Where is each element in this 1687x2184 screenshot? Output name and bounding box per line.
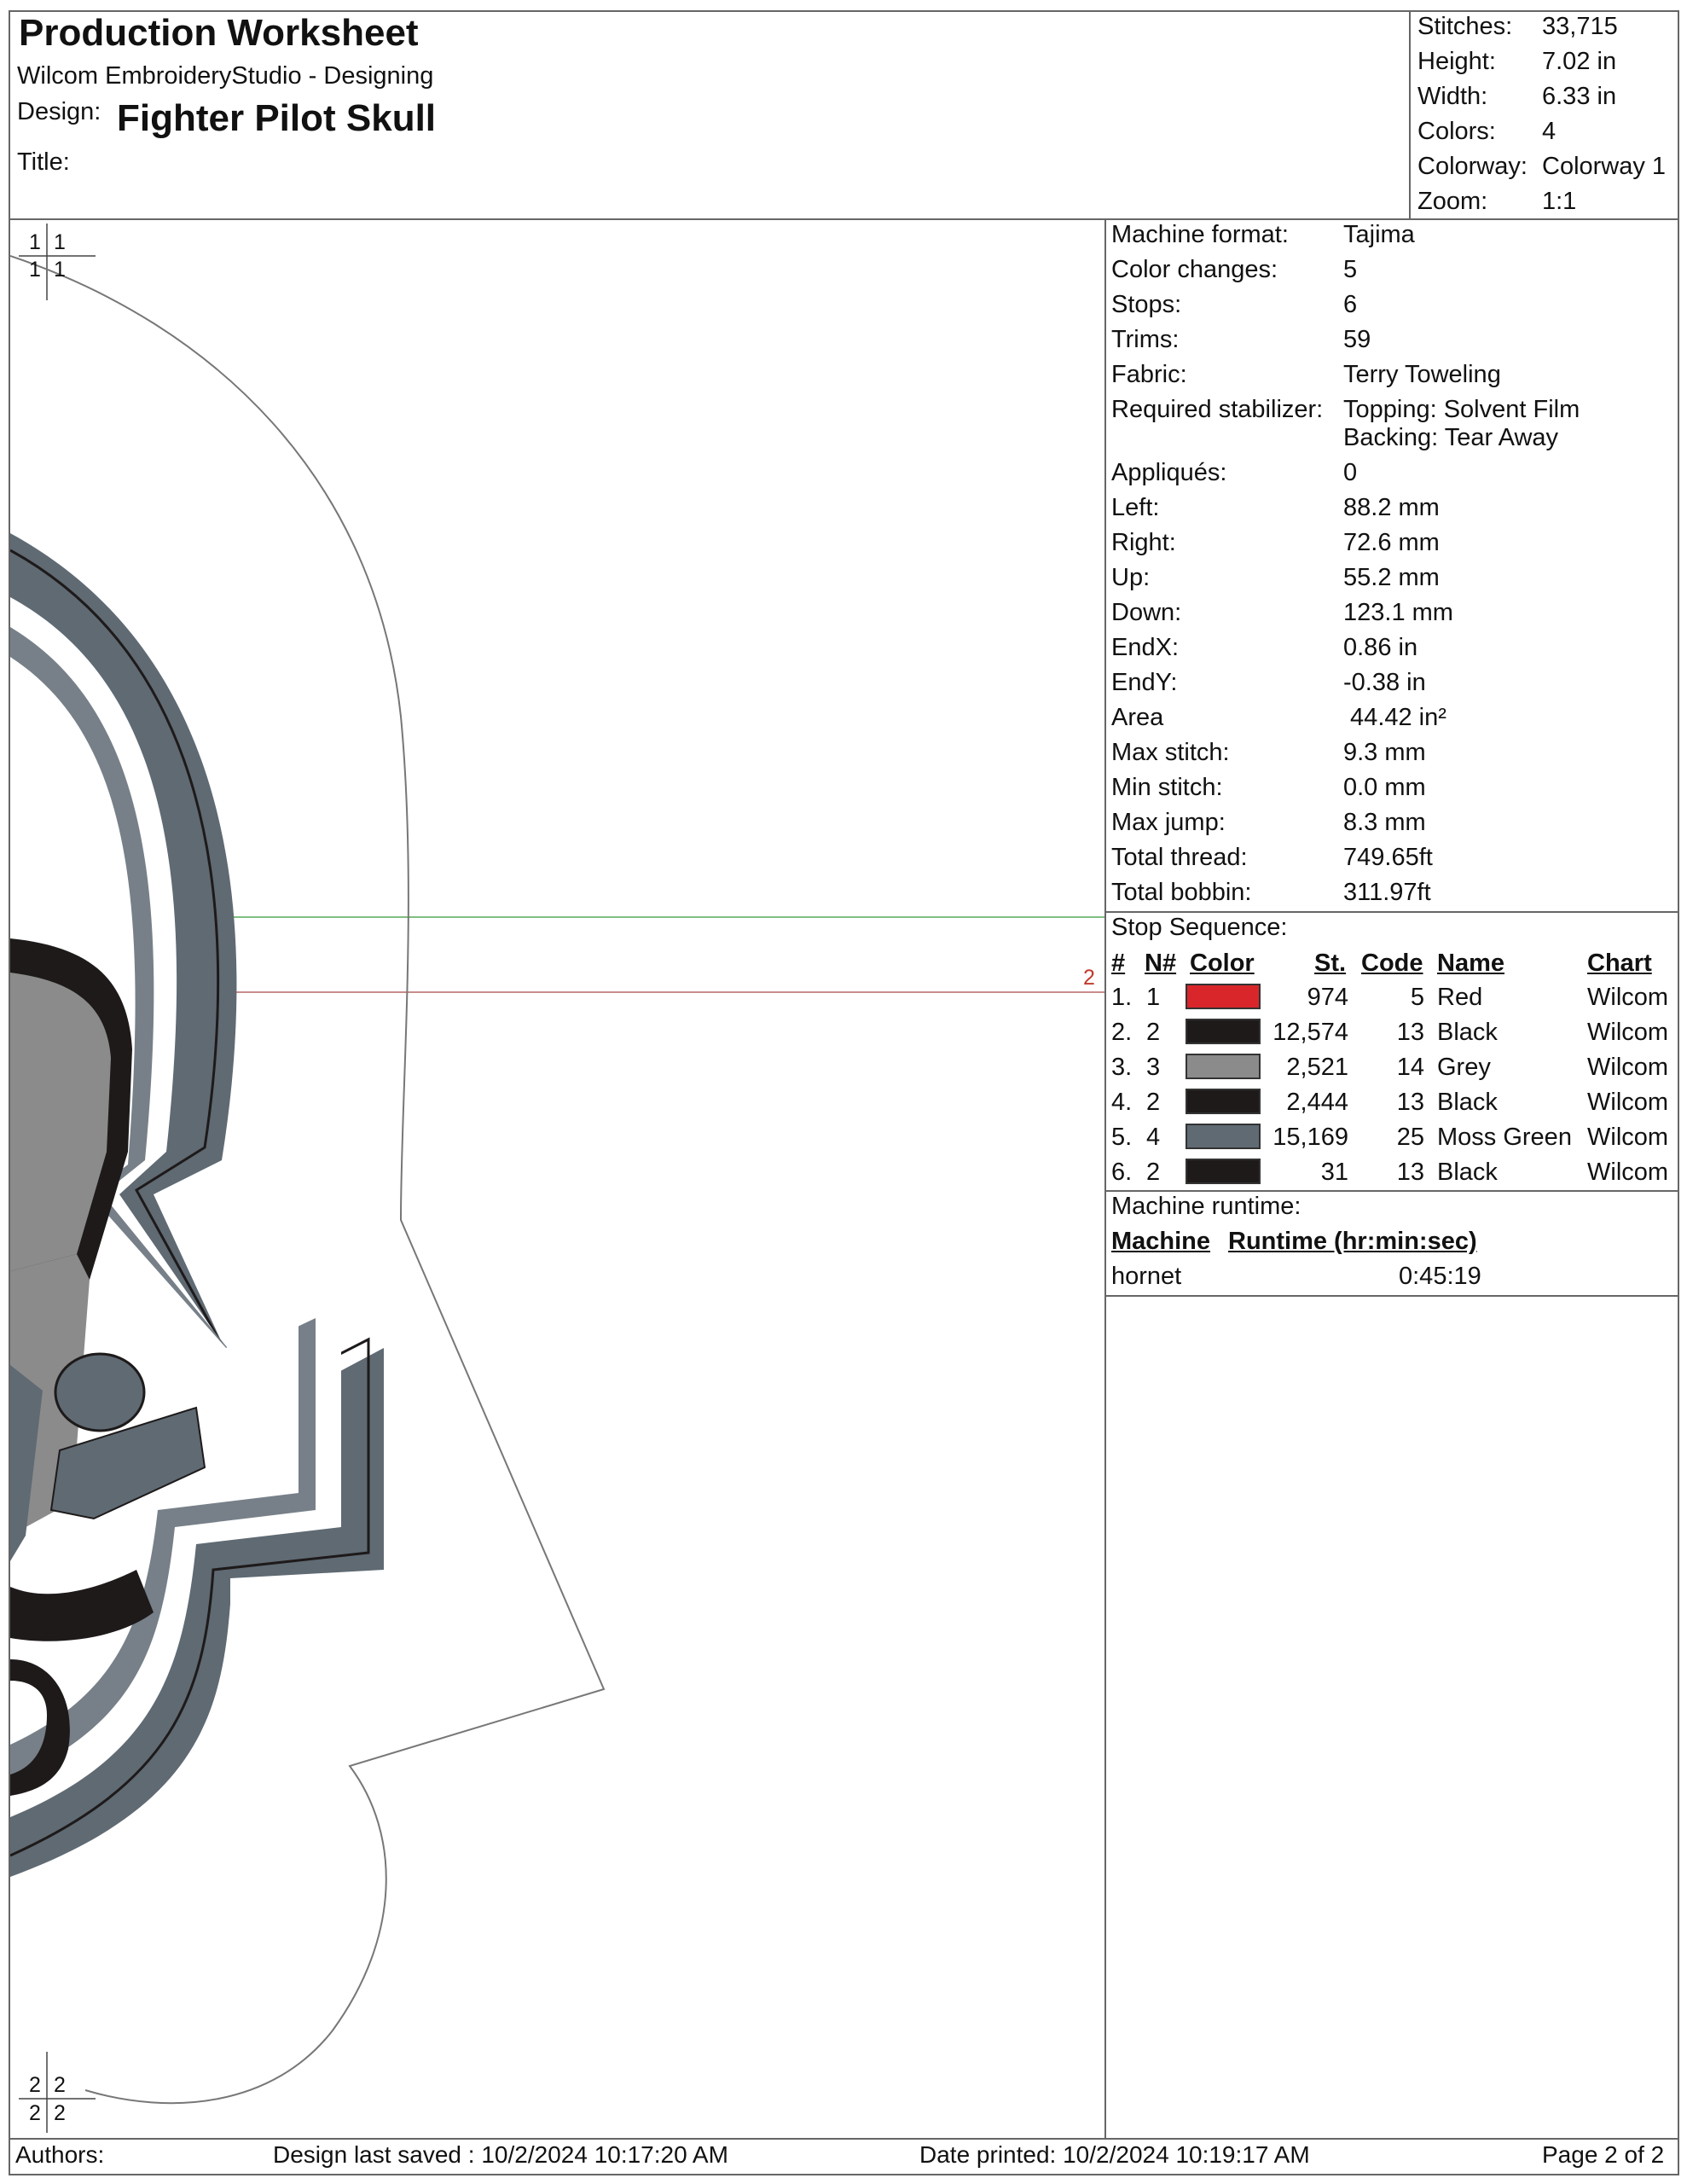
col-header-num: # — [1111, 950, 1126, 977]
row-num: 1. — [1111, 984, 1133, 1011]
detail-label: Left: — [1111, 494, 1160, 521]
color-swatch — [1186, 1054, 1261, 1079]
software-name: Wilcom EmbroideryStudio - Designing — [17, 62, 434, 90]
row-chart: Wilcom — [1587, 984, 1669, 1011]
detail-value: Terry Toweling — [1343, 361, 1501, 388]
design-name: Fighter Pilot Skull — [117, 97, 437, 139]
detail-label: Required stabilizer: — [1111, 396, 1324, 423]
stop-sequence-title: Stop Sequence: — [1111, 914, 1288, 941]
page-mark: 1 — [29, 230, 41, 254]
detail-label: Min stitch: — [1111, 774, 1223, 801]
row-chart: Wilcom — [1587, 1019, 1669, 1046]
footer-bar — [9, 2138, 1679, 2175]
col-header-runtime: Runtime (hr:min:sec) — [1228, 1228, 1477, 1255]
detail-value: 0 — [1343, 459, 1358, 486]
design-label: Design: — [17, 98, 101, 125]
design-canvas — [10, 220, 1104, 2138]
detail-label: Up: — [1111, 564, 1151, 591]
skull-embroidery — [10, 533, 384, 1877]
detail-label: Fabric: — [1111, 361, 1187, 388]
detail-value: 311.97ft — [1343, 879, 1431, 906]
summary-value: 33,715 — [1542, 13, 1618, 40]
color-swatch — [1186, 984, 1261, 1009]
title-label: Title: — [17, 148, 70, 176]
date-printed: Date printed: 10/2/2024 10:19:17 AM — [919, 2141, 1310, 2168]
detail-value: 5 — [1343, 256, 1358, 283]
detail-label: Area — [1111, 704, 1164, 731]
color-swatch — [1186, 1159, 1261, 1184]
runtime-title: Machine runtime: — [1111, 1193, 1301, 1220]
summary-value: Colorway 1 — [1542, 153, 1667, 180]
col-header-chart: Chart — [1587, 950, 1652, 977]
row-name: Red — [1437, 984, 1483, 1011]
page-edge-marker: 2 — [1083, 966, 1095, 990]
summary-label: Colors: — [1417, 118, 1496, 145]
machine-runtime: 0:45:19 — [1399, 1263, 1481, 1290]
summary-label: Width: — [1417, 83, 1488, 110]
page-title: Production Worksheet — [19, 12, 419, 54]
machine-name: hornet — [1111, 1263, 1182, 1290]
row-stitches: 2,521 — [1286, 1054, 1348, 1081]
detail-value: Tajima — [1343, 221, 1415, 248]
color-swatch — [1186, 1124, 1261, 1149]
summary-value: 7.02 in — [1542, 48, 1617, 75]
row-stitches: 31 — [1320, 1159, 1348, 1186]
detail-label: Right: — [1111, 529, 1176, 556]
summary-label: Colorway: — [1417, 153, 1528, 180]
row-num: 3. — [1111, 1054, 1133, 1081]
row-stitches: 974 — [1307, 984, 1348, 1011]
detail-value: 59 — [1343, 326, 1371, 353]
page-mark: 2 — [29, 2073, 41, 2097]
page-mark: 2 — [54, 2101, 66, 2125]
detail-label: Total thread: — [1111, 844, 1248, 871]
summary-label: Height: — [1417, 48, 1496, 75]
summary-value: 4 — [1542, 118, 1557, 145]
page-number: Page 2 of 2 — [1542, 2141, 1665, 2168]
detail-value: Backing: Tear Away — [1343, 424, 1559, 451]
col-header-name: Name — [1437, 950, 1504, 977]
summary-label: Stitches: — [1417, 13, 1513, 40]
section-divider — [1104, 1295, 1679, 1297]
row-name: Grey — [1437, 1054, 1491, 1081]
detail-value: 72.6 mm — [1343, 529, 1440, 556]
row-name: Black — [1437, 1089, 1498, 1116]
authors-label: Authors: — [15, 2141, 105, 2168]
detail-label: Max jump: — [1111, 809, 1226, 836]
detail-value: 44.42 in² — [1343, 704, 1446, 731]
row-chart: Wilcom — [1587, 1124, 1669, 1151]
row-num: 4. — [1111, 1089, 1133, 1116]
page-mark: 1 — [54, 230, 66, 254]
row-chart: Wilcom — [1587, 1054, 1669, 1081]
row-needle: 3 — [1146, 1054, 1161, 1081]
summary-value: 6.33 in — [1542, 83, 1617, 110]
row-needle: 2 — [1146, 1159, 1161, 1186]
eye-socket — [55, 1354, 144, 1431]
row-code: 13 — [1396, 1019, 1424, 1046]
detail-value: 123.1 mm — [1343, 599, 1453, 626]
last-saved: Design last saved : 10/2/2024 10:17:20 AM — [273, 2141, 728, 2168]
detail-value: -0.38 in — [1343, 669, 1426, 696]
row-needle: 4 — [1146, 1124, 1161, 1151]
detail-value: 6 — [1343, 291, 1358, 318]
row-num: 2. — [1111, 1019, 1133, 1046]
col-header-stitches: St. — [1314, 950, 1347, 977]
color-swatch — [1186, 1019, 1261, 1044]
row-num: 5. — [1111, 1124, 1133, 1151]
row-stitches: 12,574 — [1272, 1019, 1348, 1046]
page-mark: 1 — [29, 258, 41, 282]
page-mark: 1 — [54, 258, 66, 282]
detail-label: Down: — [1111, 599, 1182, 626]
row-name: Black — [1437, 1019, 1498, 1046]
summary-label: Zoom: — [1417, 188, 1488, 215]
detail-value: 0.0 mm — [1343, 774, 1426, 801]
page-mark: 2 — [29, 2101, 41, 2125]
panel-divider — [1104, 218, 1106, 2140]
detail-value: 0.86 in — [1343, 634, 1418, 661]
detail-label: Machine format: — [1111, 221, 1289, 248]
detail-label: Total bobbin: — [1111, 879, 1252, 906]
row-chart: Wilcom — [1587, 1089, 1669, 1116]
detail-label: Appliqués: — [1111, 459, 1227, 486]
row-name: Moss Green — [1437, 1124, 1572, 1151]
row-code: 13 — [1396, 1159, 1424, 1186]
col-header-code: Code — [1361, 950, 1423, 977]
col-header-machine: Machine — [1111, 1228, 1211, 1255]
detail-value: Topping: Solvent Film — [1343, 396, 1580, 423]
detail-value: 8.3 mm — [1343, 809, 1426, 836]
detail-value: 55.2 mm — [1343, 564, 1440, 591]
row-needle: 2 — [1146, 1019, 1161, 1046]
detail-label: EndY: — [1111, 669, 1178, 696]
section-divider — [1104, 1190, 1679, 1192]
row-code: 13 — [1396, 1089, 1424, 1116]
detail-label: Color changes: — [1111, 256, 1278, 283]
row-code: 5 — [1410, 984, 1424, 1011]
detail-label: Max stitch: — [1111, 739, 1230, 766]
row-chart: Wilcom — [1587, 1159, 1669, 1186]
row-stitches: 2,444 — [1286, 1089, 1348, 1116]
row-needle: 2 — [1146, 1089, 1161, 1116]
detail-label: Stops: — [1111, 291, 1182, 318]
detail-value: 749.65ft — [1343, 844, 1433, 871]
row-name: Black — [1437, 1159, 1498, 1186]
detail-label: EndX: — [1111, 634, 1179, 661]
detail-value: 9.3 mm — [1343, 739, 1426, 766]
row-num: 6. — [1111, 1159, 1133, 1186]
row-code: 25 — [1396, 1124, 1424, 1151]
row-code: 14 — [1396, 1054, 1424, 1081]
page-mark: 2 — [54, 2073, 66, 2097]
section-divider — [1104, 911, 1679, 913]
detail-label: Trims: — [1111, 326, 1180, 353]
detail-value: 88.2 mm — [1343, 494, 1440, 521]
row-needle: 1 — [1146, 984, 1161, 1011]
color-swatch — [1186, 1089, 1261, 1114]
col-header-color: Color — [1190, 950, 1255, 977]
row-stitches: 15,169 — [1272, 1124, 1348, 1151]
summary-value: 1:1 — [1542, 188, 1577, 215]
col-header-needle: N# — [1145, 950, 1177, 977]
